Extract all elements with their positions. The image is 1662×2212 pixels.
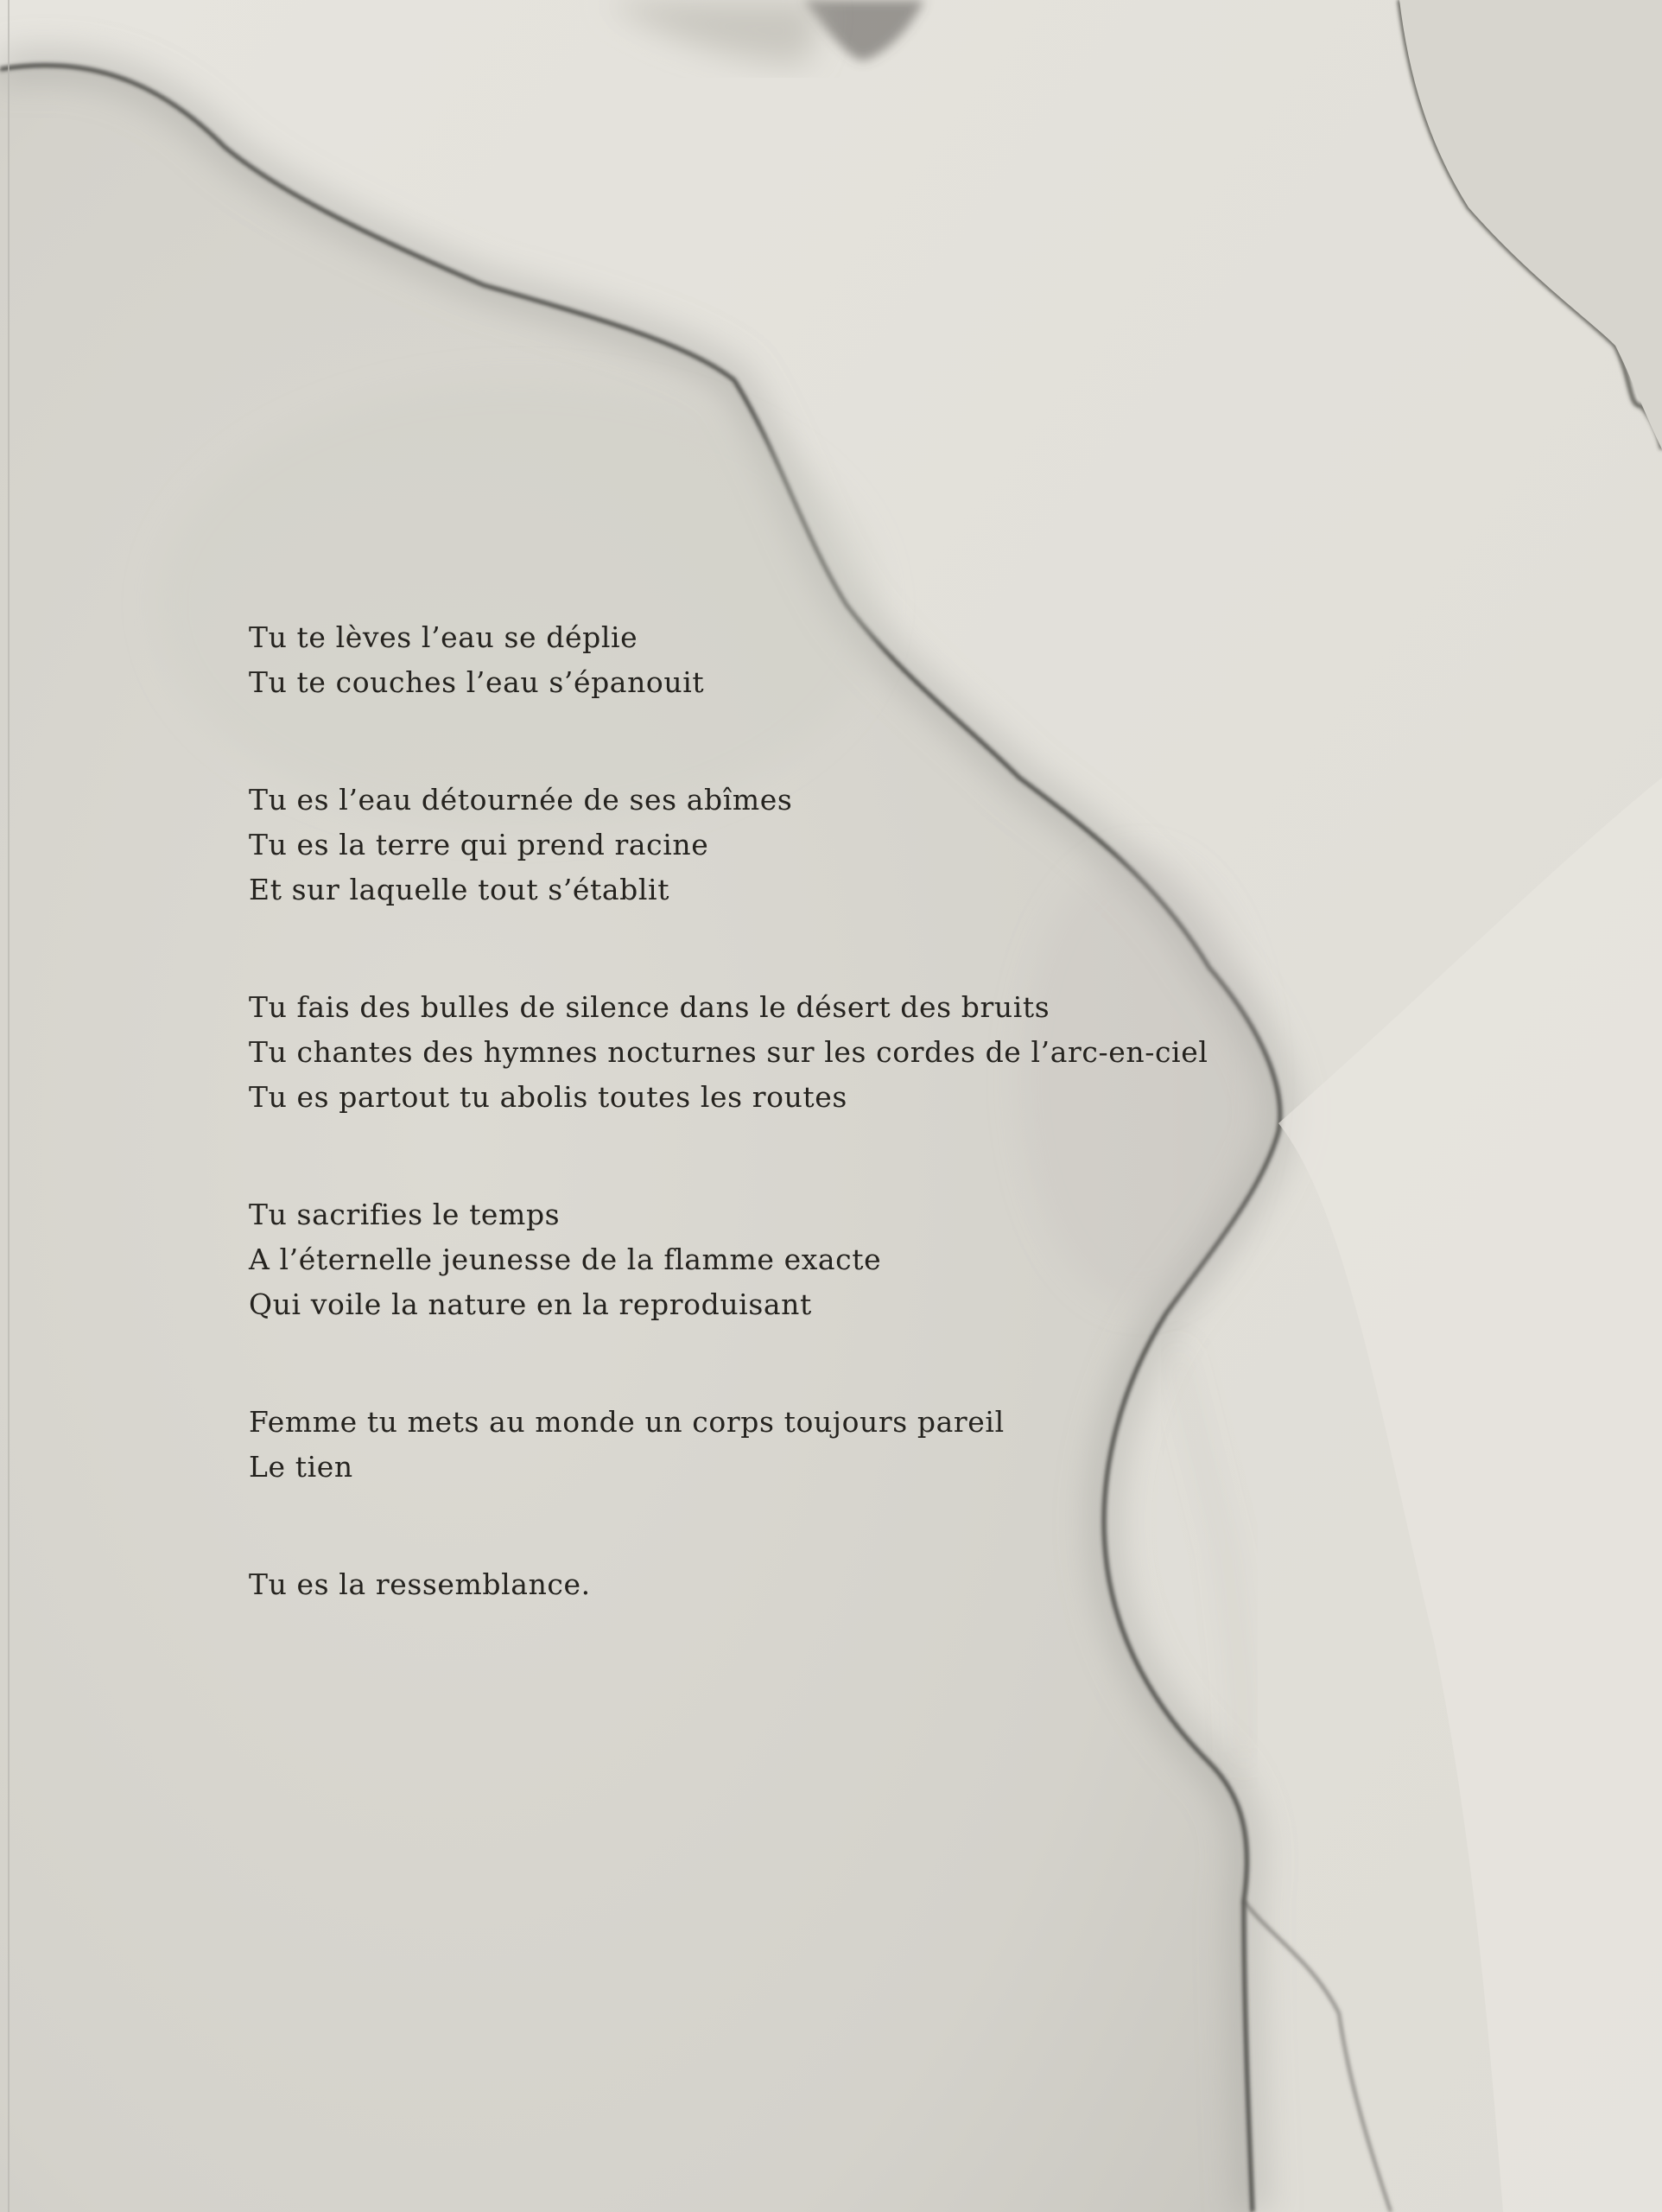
poem-line: Tu te lèves l’eau se déplie [249,620,638,654]
stanza-3 [249,985,1285,1120]
stanza-5 [249,1400,1285,1490]
poem-line: Qui voile la nature en la reproduisant [249,1287,812,1321]
poem-line: Femme tu mets au monde un corps toujours pareil [249,1405,1005,1439]
poem-line: Tu fais des bulles de silence dans le désert des bruits [249,990,1050,1024]
poem-line: Tu es la ressemblance. [249,1567,591,1601]
poem-line: A l’éternelle jeunesse de la flamme exacte [249,1243,882,1276]
stanza-6 [249,1562,1285,1607]
poem-line: Le tien [249,1450,353,1484]
poem-line: Tu chantes des hymnes nocturnes sur les cordes de l’arc-en-ciel [249,1035,1208,1069]
poem-line: Et sur laquelle tout s’établit [249,873,670,906]
poem [249,615,1285,1680]
poem-line: Tu es l’eau détournée de ses abîmes [249,783,793,817]
poem-line: Tu es partout tu abolis toutes les routes [249,1080,847,1114]
stanza-1 [249,615,1285,705]
stanza-4 [249,1192,1285,1327]
poem-line: Tu es la terre qui prend racine [249,828,709,861]
poem-line: Tu sacrifies le temps [249,1198,561,1231]
poem-line: Tu te couches l’eau s’épanouit [249,665,705,699]
stanza-2 [249,778,1285,912]
